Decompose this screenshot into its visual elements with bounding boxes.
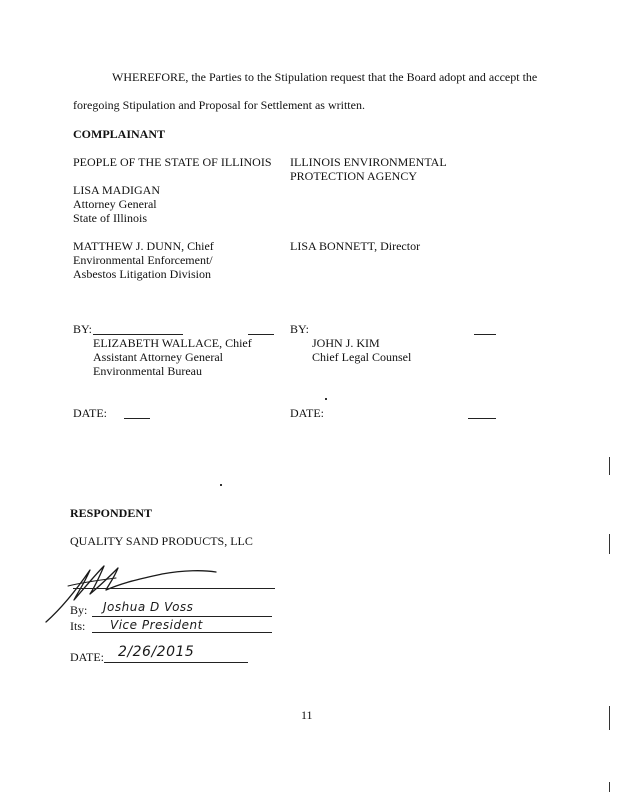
signature-line-left-b xyxy=(248,334,274,335)
respondent-date-line xyxy=(104,662,248,663)
ag-state: State of Illinois xyxy=(73,211,147,225)
by-label-right: BY: xyxy=(290,322,309,336)
ag-name: LISA MADIGAN xyxy=(73,183,160,197)
date-label-right: DATE: xyxy=(290,406,324,420)
page-number: 11 xyxy=(301,708,313,722)
scan-mark-1 xyxy=(609,457,610,475)
scan-mark-2 xyxy=(609,534,610,554)
director-name: LISA BONNETT, Director xyxy=(290,239,421,253)
its-handwritten-title: Vice President xyxy=(110,618,203,632)
respondent-date-handwritten: 2/26/2015 xyxy=(118,644,195,660)
chief-title-2: Asbestos Litigation Division xyxy=(73,267,211,281)
scan-mark-3 xyxy=(609,706,610,730)
scan-dot-2 xyxy=(220,484,222,486)
signer-right-title: Chief Legal Counsel xyxy=(312,350,412,364)
date-label-left: DATE: xyxy=(73,406,107,420)
chief-name: MATTHEW J. DUNN, Chief xyxy=(73,239,214,253)
by-handwritten-name: Joshua D Voss xyxy=(103,600,194,614)
date-line-right xyxy=(468,418,496,419)
respondent-heading: RESPONDENT xyxy=(70,506,153,520)
respondent-company: QUALITY SAND PRODUCTS, LLC xyxy=(70,534,253,548)
ag-title: Attorney General xyxy=(73,197,157,211)
right-party-line-1: ILLINOIS ENVIRONMENTAL xyxy=(290,155,447,169)
its-line xyxy=(92,632,272,633)
chief-title-1: Environmental Enforcement/ xyxy=(73,253,213,267)
respondent-signature-line xyxy=(73,588,275,589)
its-label: Its: xyxy=(70,619,86,633)
signer-right-name: JOHN J. KIM xyxy=(312,336,380,350)
complainant-heading: COMPLAINANT xyxy=(73,127,165,141)
signer-left-title-1: Assistant Attorney General xyxy=(93,350,223,364)
by-label-left: BY: xyxy=(73,322,92,336)
by-label: By: xyxy=(70,603,88,617)
signer-left-name: ELIZABETH WALLACE, Chief xyxy=(93,336,252,350)
closing-line-2: foregoing Stipulation and Proposal for Settlement as written. xyxy=(73,98,365,112)
scan-dot-1 xyxy=(325,398,327,400)
by-line xyxy=(92,616,272,617)
left-party: PEOPLE OF THE STATE OF ILLINOIS xyxy=(73,155,272,169)
date-line-left xyxy=(124,418,150,419)
scan-mark-4 xyxy=(609,782,610,792)
signature-line-left-a xyxy=(93,334,183,335)
closing-line-1: WHEREFORE, the Parties to the Stipulation request that the Board adopt and accept the xyxy=(112,70,538,84)
signature-line-right xyxy=(474,334,496,335)
right-party-line-2: PROTECTION AGENCY xyxy=(290,169,418,183)
respondent-date-label: DATE: xyxy=(70,650,104,664)
signer-left-title-2: Environmental Bureau xyxy=(93,364,202,378)
